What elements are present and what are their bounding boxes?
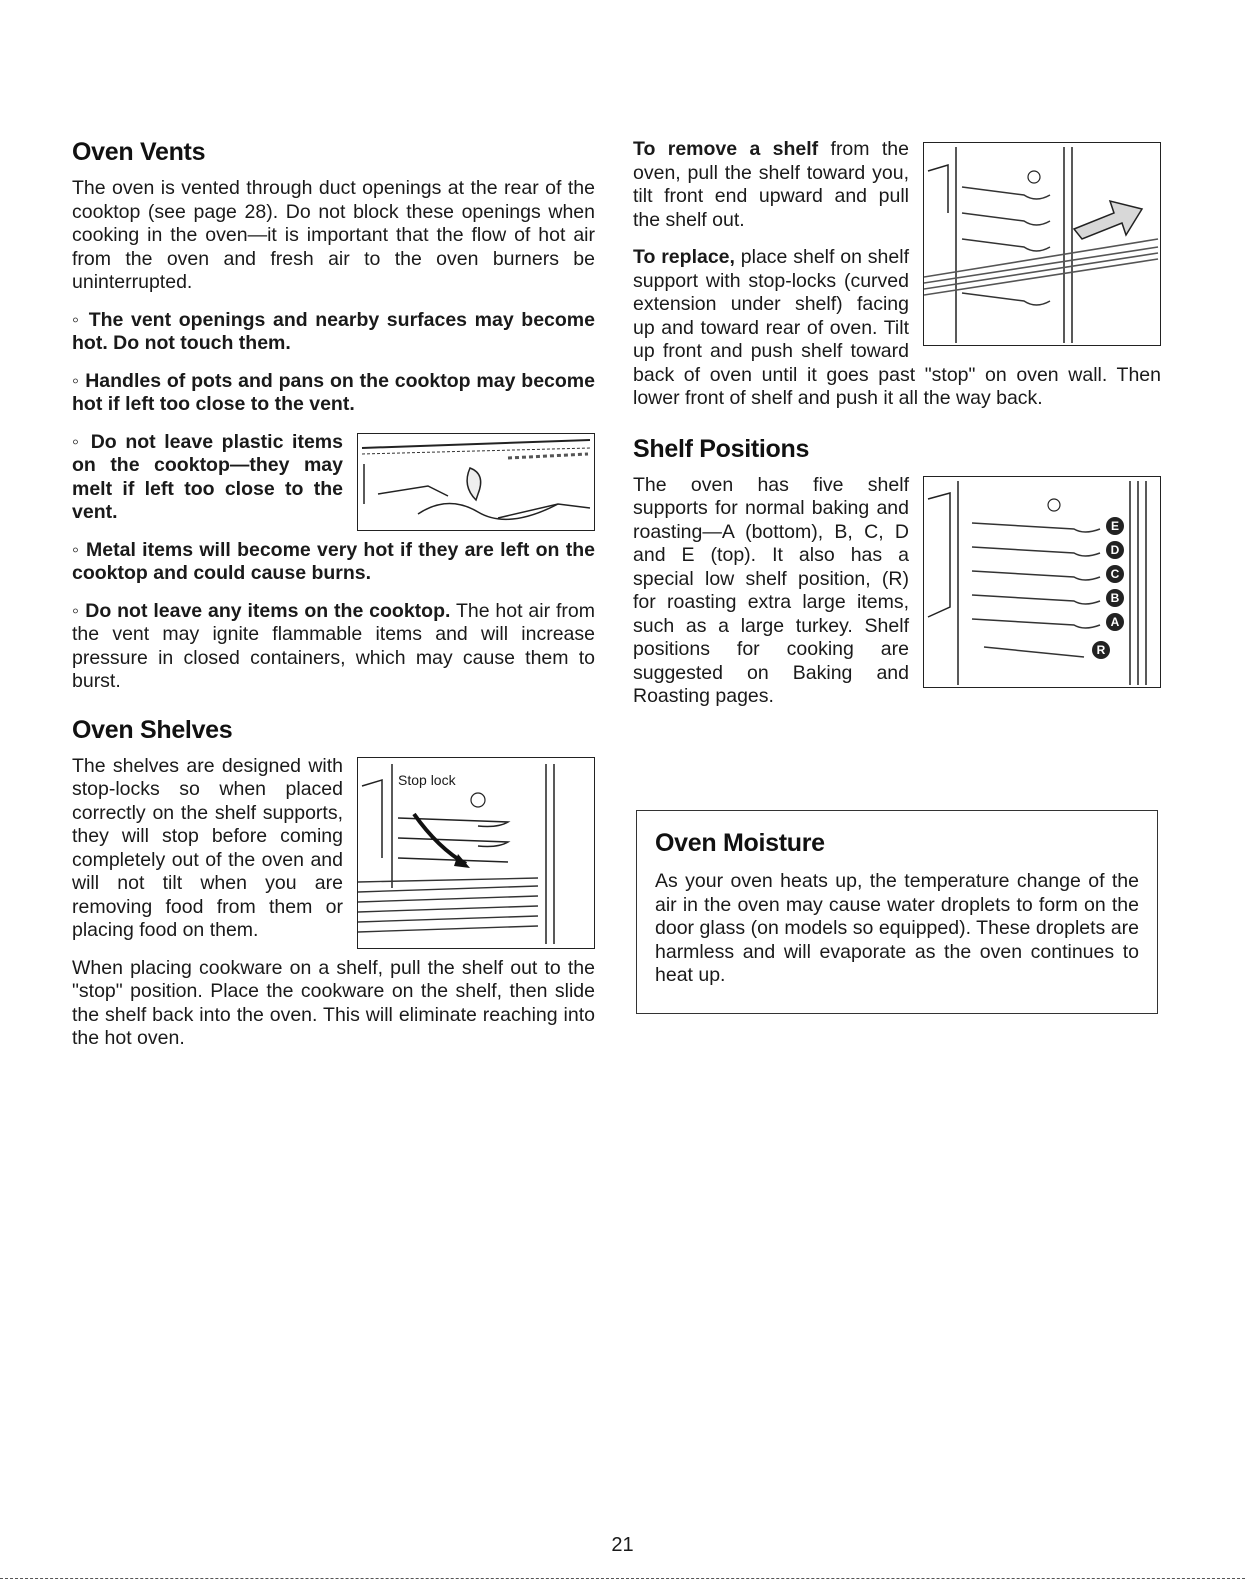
- vents-bullet-handles: ◦ Handles of pots and pans on the cooktop may become hot if left too close to the vent.: [72, 370, 595, 417]
- shelf-label-b: B: [1106, 589, 1124, 607]
- vents-bullet-hot-surfaces: ◦ The vent openings and nearby surfaces may become hot. Do not touch them.: [72, 309, 595, 356]
- oven-shelves-heading: Oven Shelves: [72, 715, 233, 744]
- remove-shelf-text: To remove a shelf from the oven, pull the shelf toward you, tilt front end upward and pull the shelf out.: [633, 138, 909, 231]
- stop-lock-label: Stop lock: [398, 771, 456, 788]
- shelf-label-a: A: [1106, 613, 1124, 631]
- right-column: [633, 138, 1161, 723]
- oven-vents-heading: Oven Vents: [72, 138, 206, 166]
- vents-bullet-plastic: ◦ Do not leave plastic items on the cooktop—they may melt if left too close to the vent.: [72, 431, 595, 525]
- shelf-positions-illustration: [923, 476, 1161, 688]
- oven-moisture-text: As your oven heats up, the temperature change of the air in the oven may cause water droplets to form on the door glass (on models so equipped). These droplets are harmless and will evaporate as the oven continues to heat up.: [655, 870, 1139, 986]
- vent-illustration: [357, 433, 595, 531]
- vents-bullet-metal: ◦ Metal items will become very hot if they are left on the cooktop and could cause burns.: [72, 539, 595, 586]
- oven-shelves-intro: The shelves are designed with stop-locks so when placed correctly on the shelf supports, they will stop before coming completely out of the oven and will not tilt when you are removing food from them or placing food on them.: [72, 754, 343, 941]
- stop-lock-illustration: [357, 757, 595, 949]
- bottom-rule: [0, 1578, 1245, 1579]
- page-number: 21: [611, 1534, 634, 1556]
- vents-bullet-no-items: ◦ Do not leave any items on the cooktop. The hot air from the vent may ignite flammable items and will increase pressure in closed containers, which may cause them to burst.: [72, 600, 595, 694]
- shelf-positions-text: The oven has five shelf supports for normal baking and roasting—A (bottom), B, C, D and E (top). It also has a special low shelf position, (R) for roasting extra large items, such as a large turkey. Shelf positions for cooking are suggested on Baking and Roasting pages.: [633, 473, 909, 707]
- oven-moisture-heading: Oven Moisture: [655, 829, 825, 857]
- oven-shelves-placing: When placing cookware on a shelf, pull the shelf out to the "stop" position. Place the cookware on the shelf, then slide the shelf back into the oven. This will eliminate reaching into the hot oven.: [72, 956, 595, 1049]
- shelf-positions-heading: Shelf Positions: [633, 434, 810, 463]
- shelf-label-c: C: [1106, 565, 1124, 583]
- left-column: [72, 138, 595, 1065]
- oven-moisture-box: [636, 810, 1158, 1014]
- shelf-label-e: E: [1106, 517, 1124, 535]
- remove-shelf-illustration: [923, 142, 1161, 346]
- shelf-label-r: R: [1092, 641, 1110, 659]
- shelf-label-d: D: [1106, 541, 1124, 559]
- replace-shelf-text: To replace, place shelf on shelf support with stop-locks (curved extension under shelf) facing up and toward rear of oven. Tilt up front and push shelf toward back of oven until it goes past "stop" on oven wall. Then lower front of shelf and push it all the way back.: [633, 246, 1161, 409]
- oven-vents-intro: The oven is vented through duct openings at the rear of the cooktop (see page 28). Do not block these openings when cooking in the oven—it is important that the flow of hot air from the oven and fresh air to the oven burners be uninterrupted.: [72, 177, 595, 293]
